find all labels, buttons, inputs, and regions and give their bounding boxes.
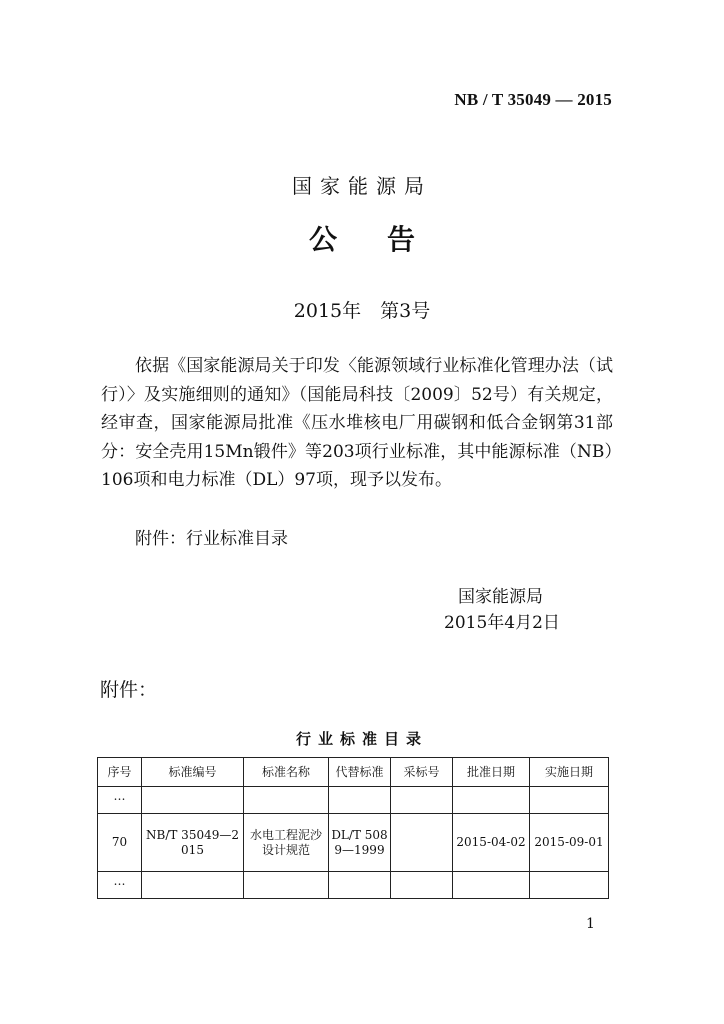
document-number: 2015年 第3号 <box>293 300 431 322</box>
cell-replaces <box>329 872 391 899</box>
column-header-seq: 序号 <box>98 758 142 787</box>
cell-seq: … <box>98 872 142 899</box>
cell-approved: 2015-04-02 <box>453 814 530 872</box>
cell-approved <box>453 787 530 814</box>
table-row <box>98 787 609 814</box>
column-header-approved: 批准日期 <box>453 758 530 787</box>
document-type-title: 公告 <box>308 223 465 256</box>
cell-name <box>244 787 329 814</box>
table-row <box>98 872 609 899</box>
column-header-code: 标准编号 <box>142 758 244 787</box>
page-number: 1 <box>586 916 595 932</box>
standard-code: NB / T 35049 — 2015 <box>454 90 612 109</box>
cell-approved <box>453 872 530 899</box>
attachment-note: 附件：行业标准目录 <box>135 529 288 549</box>
column-header-effective: 实施日期 <box>530 758 609 787</box>
cell-code <box>142 872 244 899</box>
column-header-replaces: 代替标准 <box>329 758 391 787</box>
column-header-adopted: 采标号 <box>391 758 453 787</box>
cell-seq: 70 <box>98 814 142 872</box>
cell-name <box>244 872 329 899</box>
signature-organization: 国家能源局 <box>458 587 543 607</box>
cell-adopted <box>391 872 453 899</box>
table-row <box>98 814 609 872</box>
cell-seq: … <box>98 787 142 814</box>
cell-adopted <box>391 814 453 872</box>
column-header-name: 标准名称 <box>244 758 329 787</box>
cell-effective <box>530 872 609 899</box>
cell-replaces: DL/T 5089—1999 <box>329 814 391 872</box>
catalog-table-title: 行业标准目录 <box>295 730 428 748</box>
table-header-row <box>98 758 609 787</box>
cell-adopted <box>391 787 453 814</box>
cell-replaces <box>329 787 391 814</box>
cell-name: 水电工程泥沙设计规范 <box>244 814 329 872</box>
signature-date: 2015年4月2日 <box>444 613 560 633</box>
standards-catalog-table <box>97 757 609 899</box>
cell-effective <box>530 787 609 814</box>
issuer-title: 国家能源局 <box>292 174 432 198</box>
cell-code <box>142 787 244 814</box>
notice-body: 依据《国家能源局关于印发〈能源领域行业标准化管理办法（试行）〉及实施细则的通知》（国能局科技〔2009〕52号）有关规定，经审查，国家能源局批准《压水堆核电厂用碳钢和低合金钢第31部分：安全壳用15Mn锻件》等203项行业标准，其中能源标准（NB）106项和电力标准（DL）97项，现予以发布。 <box>101 356 613 490</box>
cell-effective: 2015-09-01 <box>530 814 609 872</box>
cell-code: NB/T 35049—2015 <box>142 814 244 872</box>
attachment-heading: 附件： <box>100 679 158 701</box>
